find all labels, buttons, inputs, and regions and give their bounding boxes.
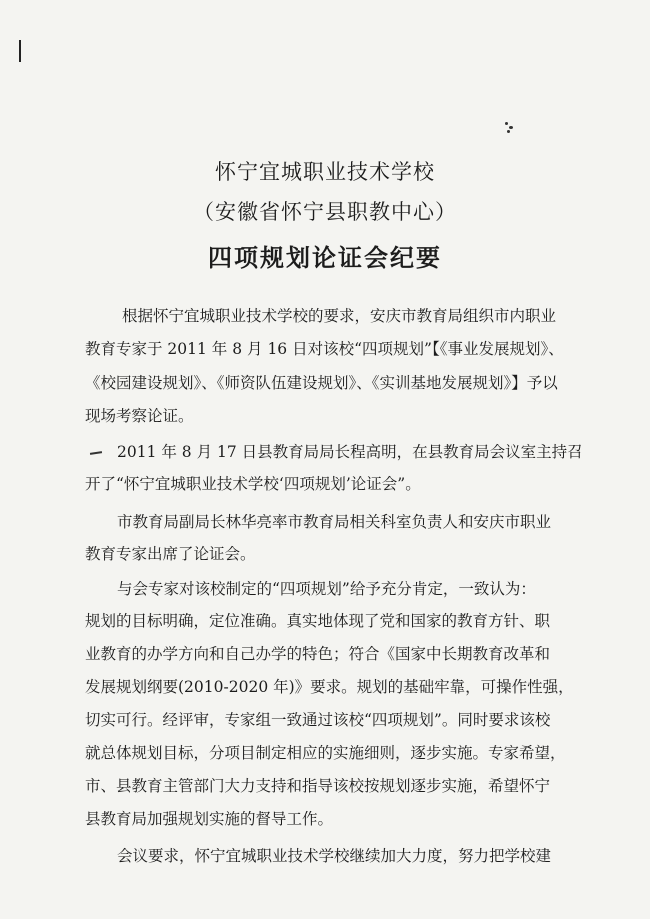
paragraph-line: 县教育局加强规划实施的督导工作。 <box>85 810 334 828</box>
paragraph-line: 教育专家出席了论证会。 <box>85 545 256 563</box>
paragraph-line: 根据怀宁宜城职业技术学校的要求，安庆市教育局组织市内职业 <box>122 307 557 325</box>
paragraph-line: 市、县教育主管部门大力支持和指导该校按规划逐步实施，希望怀宁 <box>85 777 551 795</box>
paragraph-line: 市教育局副局长林华亮率市教育局相关科室负责人和安庆市职业 <box>117 513 552 531</box>
paragraph-line: 教育专家于 2011 年 8 月 16 日对该校“四项规划”【《事业发展规划》、 <box>85 340 564 358</box>
paragraph-line: 切实可行。经评审，专家组一致通过该校“四项规划”。同时要求该校 <box>85 711 551 729</box>
school-name-title: 怀宁宜城职业技术学校 <box>215 160 435 184</box>
paragraph-line: 发展规划纲要(2010-2020 年)》要求。规划的基础牢靠，可操作性强， <box>85 678 574 696</box>
handwritten-dash-mark <box>90 451 102 455</box>
scan-edge-mark <box>19 40 21 62</box>
paragraph-line: 就总体规划目标，分项目制定相应的实施细则，逐步实施。专家希望， <box>85 744 566 762</box>
paragraph-line: 现场考察论证。 <box>85 407 194 425</box>
paragraph-line: 《校园建设规划》、《师资队伍建设规划》、《实训基地发展规划》】予以 <box>85 374 558 392</box>
paragraph-line: 业教育的办学方向和自己办学的特色；符合《国家中长期教育改革和 <box>85 645 551 663</box>
paragraph-line: 2011 年 8 月 17 日县教育局局长程高明，在县教育局会议室主持召 <box>117 443 583 461</box>
scan-speck <box>505 122 515 134</box>
paragraph-line: 开了“怀宁宜城职业技术学校‘四项规划’论证会”。 <box>85 475 421 493</box>
paragraph-line: 与会专家对该校制定的“四项规划”给予充分肯定，一致认为： <box>117 580 536 598</box>
paragraph-line: 会议要求，怀宁宜城职业技术学校继续加大力度，努力把学校建 <box>117 847 552 865</box>
document-title: 四项规划论证会纪要 <box>208 244 442 272</box>
school-alias-subtitle: （安徽省怀宁县职教中心） <box>193 200 457 224</box>
paragraph-line: 规划的目标明确，定位准确。真实地体现了党和国家的教育方针、职 <box>85 612 551 630</box>
